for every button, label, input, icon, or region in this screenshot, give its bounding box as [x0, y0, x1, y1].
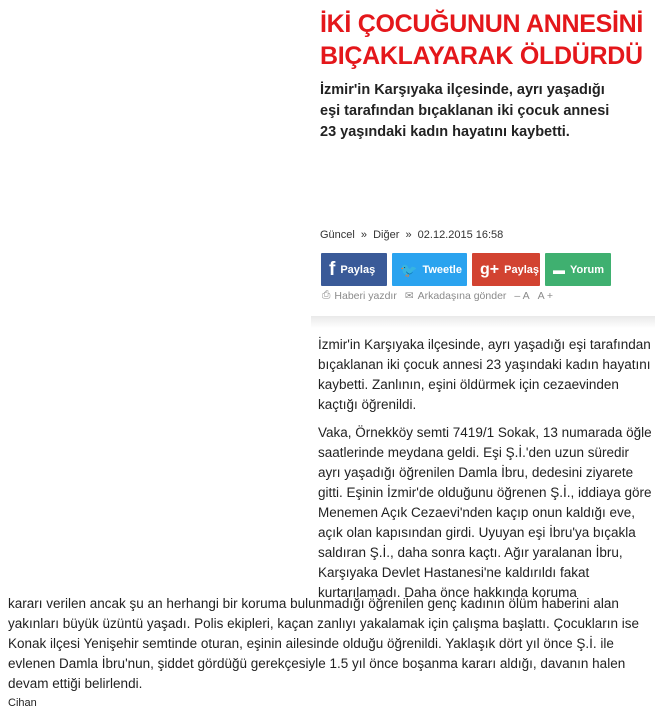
font-decrease-button[interactable]: – A	[514, 289, 530, 302]
share-bar	[321, 253, 611, 286]
email-label: Arkadaşına gönder	[417, 289, 507, 302]
breadcrumb-separator: »	[405, 229, 412, 241]
google-plus-share-label: Paylaş	[504, 263, 539, 276]
print-label: Haberi yazdır	[334, 289, 397, 302]
article-summary: İzmir'in Karşıyaka ilçesinde, ayrı yaşadığı eşi tarafından bıçaklanan iki çocuk annesi 23 yaşındaki kadın hayatını kaybetti.	[320, 82, 610, 140]
category-link[interactable]: Güncel	[320, 229, 355, 241]
subcategory-link[interactable]: Diğer	[373, 229, 400, 241]
comment-button[interactable]	[545, 253, 611, 286]
email-link[interactable]	[405, 290, 507, 302]
comment-label: Yorum	[570, 263, 605, 276]
twitter-icon: 🐦	[400, 261, 418, 278]
article-tools	[322, 289, 553, 302]
article-paragraph-2-bottom: kararı verilen ancak şu an herhangi bir koruma bulunmadığı öğrenilen genç kadının ölüm haberini alan yakınları büyük üzüntü yaşadı. Polis ekipleri, kaçan zanlıyı yakalamak için çalışma başlattı. Çocukların ise Konak ilçesi Yenişehir semtinde oturan, eşinin ailesinde olduğu öğrenildi. Yaklaşık dört yıl önce Ş.İ. ile evlenen Damla İbru'nun, şiddet gördüğü gerekçesiyle 1.5 yıl önce boşanma kararı aldığı, davanın halen devam ettiği belirlendi.	[8, 596, 640, 691]
twitter-share-label: Tweetle	[422, 263, 462, 276]
facebook-share-button[interactable]	[321, 253, 387, 286]
comment-icon: ▬	[553, 262, 565, 277]
facebook-share-label: Paylaş	[340, 263, 376, 276]
article-source: Cihan	[8, 697, 37, 709]
article-headline: İKİ ÇOCUĞUNUN ANNESİNİ BIÇAKLAYARAK ÖLDÜRDÜ	[320, 10, 644, 70]
envelope-icon: ✉	[404, 289, 414, 302]
publish-date: 02.12.2015 16:58	[417, 229, 504, 241]
content-divider	[311, 316, 655, 328]
google-plus-share-button[interactable]	[472, 253, 540, 286]
print-link[interactable]	[322, 289, 397, 302]
article-paragraph-1: İzmir'in Karşıyaka ilçesinde, ayrı yaşadığı eşi tarafından bıçaklanan iki çocuk annesi 23 yaşındaki kadın hayatını kaybetti. Zanlının, eşini öldürmek için cezaevinden kaçtığı öğrenildi.	[318, 337, 651, 412]
facebook-icon: f	[329, 259, 336, 280]
article-meta	[320, 229, 506, 241]
font-increase-button[interactable]: A +	[537, 289, 554, 302]
twitter-share-button[interactable]	[392, 253, 467, 286]
breadcrumb-separator: »	[360, 229, 368, 241]
printer-icon: ⎙	[322, 289, 331, 301]
google-plus-icon: g+	[480, 260, 500, 278]
article-paragraph-2-top: Vaka, Örnekköy semti 7419/1 Sokak, 13 numarada öğle saatlerinde meydana geldi. Eşi Ş.İ.'den uzun süredir ayrı yaşadığı öğrenilen Damla İbru, dedesini ziyarete gitti. Eşinin İzmir'de olduğunu öğrenen Ş.İ., iddiaya göre Menemen Açık Cezaevi'nden kaçıp onun kaldığı eve, açık olan kapısından girdi. Uyuyan eşi İbru'ya bıçakla saldıran Ş.İ., daha sonra kaçtı. Ağır yaralanan İbru, Karşıyaka Devlet Hastanesi'ne kaldırıldı fakat kurtarılamadı. Daha önce hakkında koruma	[318, 425, 652, 600]
